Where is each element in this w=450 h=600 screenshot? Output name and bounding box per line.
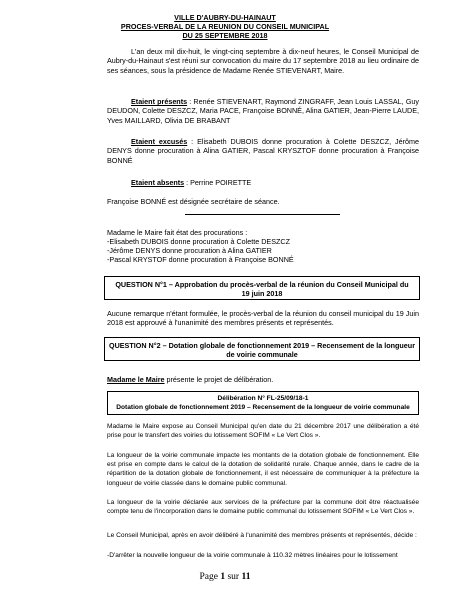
present-paragraph (107, 97, 419, 125)
page-footer (0, 572, 450, 582)
question-2-title-line1: QUESTION N°2 – Dotation globale de fonctionnement 2019 – Recensement de la longueur (108, 341, 415, 350)
question-1-title-line2: 19 juin 2018 (241, 289, 283, 298)
excused-list: : Elisabeth DUBOIS donne procuration à Colette DESZCZ, Jérôme DENYS donne procuration à Alina GATIER, Pascal KRYSZTOF donne procuration à Françoise BONNÉ (107, 137, 419, 165)
procuration-item: -Pascal KRYSTOF donne procuration à Françoise BONNÉ (107, 255, 294, 264)
separator-rule (185, 214, 340, 215)
procuration-item: -Jérôme DENYS donne procuration à Alina GATIER (107, 246, 272, 255)
meeting-date: DU 25 SEPTEMBRE 2018 (182, 31, 268, 40)
question-1-body: Aucune remarque n'étant formulée, le procès-verbal de la réunion du conseil municipal du 19 Juin 2018 est approuvé à l'unanimité des membres présents et représentés. (107, 309, 419, 328)
deliberation-box (107, 391, 419, 415)
procuration-item: -Elisabeth DUBOIS donne procuration à Colette DESZCZ (107, 237, 290, 246)
excused-label: Etaient excusés (131, 137, 188, 146)
question-2-box (104, 337, 420, 361)
footer-page-number: 1 (220, 572, 226, 582)
deliberation-title: Dotation globale de fonctionnement 2019 – Recensement de la longueur de voirie communale (116, 404, 410, 411)
deliberation-paragraph: Madame le Maire expose au Conseil Municipal qu'en date du 21 décembre 2017 une délibération a été prise pour le transfert des voiries du lotissement SOFIM « Le Vert Clos ». (107, 423, 419, 440)
intro-text: L'an deux mil dix-huit, le vingt-cinq septembre à dix-neuf heures, le Conseil Municipal de Aubry-du-Hainaut s'est réuni sur convocation du maire du 17 septembre 2018 au lieu ordinaire de ses séances, sous la présidence de Madame Renée STIEVENART, Maire. (107, 47, 419, 75)
town-heading: VILLE D'AUBRY-DU-HAINAUT (174, 13, 276, 22)
deliberation-paragraph: La longueur de la voirie communale impacte les montants de la dotation globale de fonctionnement. Elle est prise en compte dans le calcul de la dotation de solidarité rurale. Chaque année, dans le cadre de la répartition de la dotation globale de fonctionnement, il est nécessaire de communiquer à la préfecture la longueur de voirie classée dans le domaine public communal. (107, 452, 419, 487)
presenter-line (107, 376, 273, 385)
footer-middle: sur (225, 572, 242, 582)
deliberation-paragraph: La longueur de la voirie déclarée aux services de la préfecture par la commune doit être réactualisée compte tenu de l'incorporation dans le domaine public communal du lotissement SOFIM « Le Vert Clos ». (107, 499, 419, 516)
absent-list: : Perrine POIRETTE (184, 178, 252, 187)
procurations-heading: Madame le Maire fait état des procurations : (107, 228, 248, 237)
absent-paragraph (107, 178, 419, 187)
question-1-title-line1: QUESTION N°1 – Approbation du procès-verbal de la réunion du Conseil Municipal du (115, 280, 409, 289)
present-list: : Renée STIEVENART, Raymond ZINGRAFF, Jean Louis LASSAL, Guy DEUDON, Colette DESZCZ, Maria PACE, Françoise BONNÉ, Alina GATIER, Jean-Pierre LAUDE, Yves MAILLARD, Olivia DE BRABANT (107, 97, 419, 125)
footer-prefix: Page (199, 572, 221, 582)
secretary-line: Françoise BONNÉ est désignée secrétaire de séance. (107, 197, 280, 206)
excused-paragraph (107, 137, 419, 165)
question-2-title-line2: de voirie communale (226, 350, 298, 359)
deliberation-paragraph: Le Conseil Municipal, après en avoir délibéré à l'unanimité des membres présents et représentés, décide : (107, 532, 417, 539)
deliberation-paragraph: -D'arrêter la nouvelle longueur de la voirie communale à 110.32 mètres linéaires pour le lotissement (107, 552, 398, 559)
question-1-box (104, 276, 420, 300)
presenter-text: présente le projet de délibération. (164, 375, 274, 384)
document-title: PROCES-VERBAL DE LA REUNION DU CONSEIL MUNICIPAL (120, 22, 330, 31)
footer-page-total: 11 (241, 572, 251, 582)
present-label: Etaient présents (131, 97, 188, 106)
absent-label: Etaient absents (131, 178, 185, 187)
intro-paragraph (107, 47, 419, 75)
presenter-label: Madame le Maire (107, 375, 165, 384)
deliberation-number: Délibération N° FL-25/09/18-1 (217, 395, 309, 402)
